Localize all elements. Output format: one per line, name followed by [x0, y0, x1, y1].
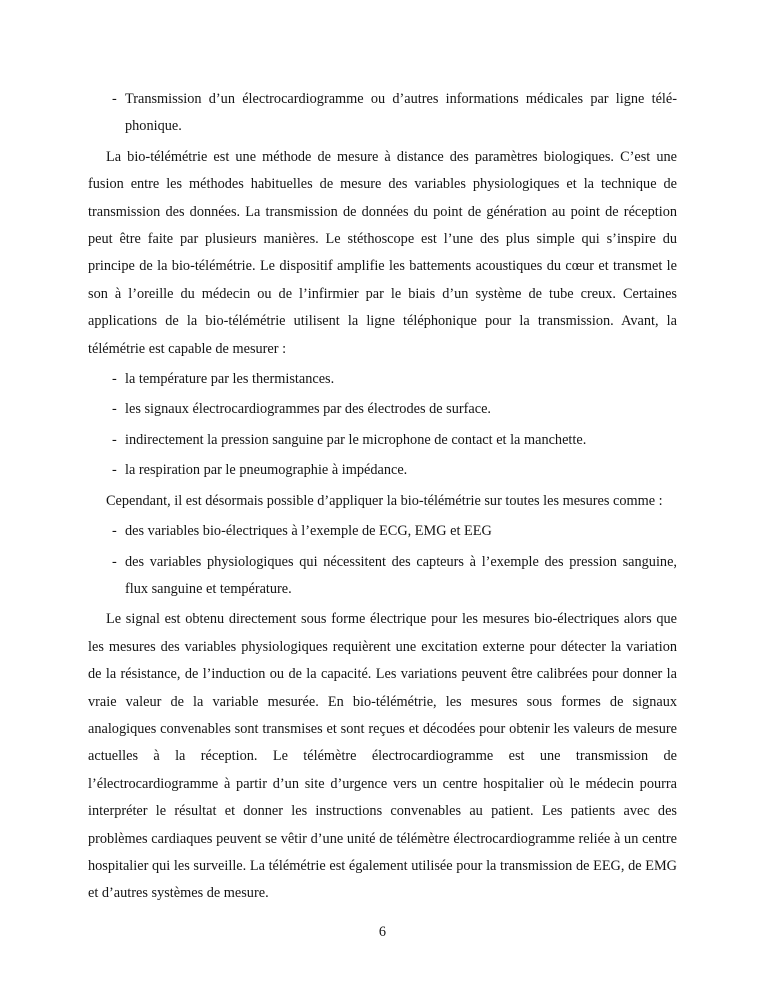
paragraph: Le signal est obtenu directement sous forme électrique pour les mesures bio-électriques alors que les mesures des variables physiologiques requièrent une excitation externe pour détecter la variation de la résistance, de l’induction ou de la capacité. Les variations peuvent être calibrées pour donner la vraie valeur de la variable mesurée. En bio-télémétrie, les mesures sous formes de signaux analogiques convenables sont transmises et sont reçues et décodées pour obtenir les valeurs de mesure actuelles à la réception. Le télémètre électrocardiogramme est une transmission de l’électrocardiogramme à partir d’un site d’urgence vers un centre hospitalier où le médecin pourra interpréter le résultat et donner les instructions convenables au patient. Les patients avec des problèmes cardiaques peuvent se vêtir d’une unité de télémètre électrocardiogramme reliée à un centre hospitalier qui les surveille. La télémétrie est également utilisée pour la transmission de EEG, de EMG et d’autres systèmes de mesure. [88, 611, 677, 902]
list-item [88, 86, 677, 141]
paragraph: La bio-télémétrie est une méthode de mesure à distance des paramètres biologiques. C’est une fusion entre les méthodes habituelles de mesure des variables physiologiques et la technique de transmission des données. La transmission de données du point de génération au point de réception peut être faite par plusieurs manières. Le stéthoscope est l’une des plus simple qui s’inspire du principe de la bio-télémétrie. Le dispositif amplifie les battements acoustiques du cœur et transmet le son à l’oreille du médecin ou de l’infirmier par le biais d’un système de tube creux. Certaines applications de la bio-télémétrie utilisent la ligne téléphonique pour la transmission. Avant, la télémétrie est capable de mesurer : [88, 148, 677, 357]
list-dash: - [112, 553, 117, 570]
list-dash: - [112, 523, 117, 540]
list-item-text: Transmission d’un électrocardiogramme ou d’autres informations médicales par ligne télé-phonique. [125, 91, 677, 135]
list-item-text: la température par les thermistances. [125, 371, 335, 388]
list-dash: - [112, 431, 117, 448]
list-dash: - [112, 401, 117, 418]
list-item [88, 396, 677, 423]
page-number: 6 [378, 924, 387, 940]
list-dash: - [112, 462, 117, 479]
list-item-text: des variables physiologiques qui nécessitent des capteurs à l’exemple des pression sanguine, flux sanguine et température. [125, 553, 677, 597]
list-item [88, 549, 677, 604]
list-item-text: la respiration par le pneumographie à impédance. [125, 462, 408, 479]
list-item [88, 366, 677, 393]
list-item [88, 427, 677, 454]
list-item-text: les signaux électrocardiogrammes par des électrodes de surface. [125, 401, 491, 418]
document-body [88, 83, 677, 908]
list-item [88, 518, 677, 545]
paragraph: Cependant, il est désormais possible d’appliquer la bio-télémétrie sur toutes les mesures comme : [106, 492, 663, 509]
list-item-text: indirectement la pression sanguine par le microphone de contact et la manchette. [125, 431, 587, 448]
list-dash: - [112, 371, 117, 388]
list-item-text: des variables bio-électriques à l’exemple de ECG, EMG et EEG [125, 523, 492, 540]
list-dash: - [112, 91, 117, 107]
list-item [88, 457, 677, 484]
